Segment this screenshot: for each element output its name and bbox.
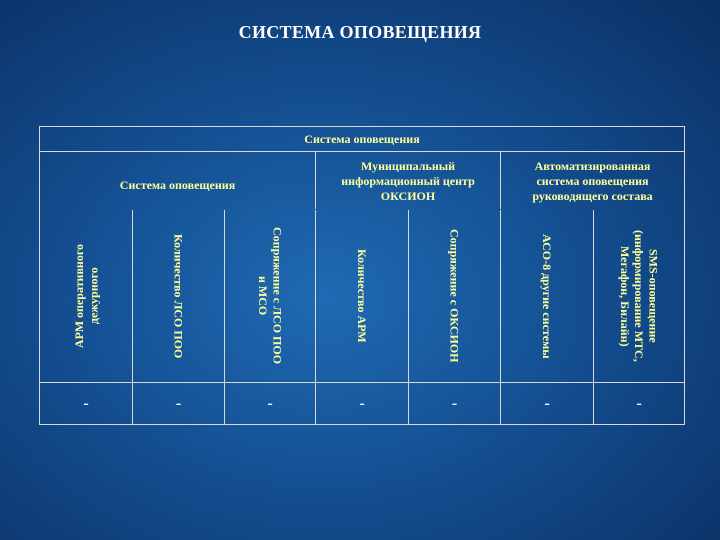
column-header-label: Количество АРМ <box>355 249 370 343</box>
column-header-sms <box>594 210 684 382</box>
notification-system-table <box>39 126 685 425</box>
table-cell-value: - <box>175 394 182 412</box>
column-header-lso-link <box>225 210 315 382</box>
group-header-okcion: Муниципальный информационный центр ОКСИОН <box>341 158 475 203</box>
table-cell-value: - <box>636 394 642 412</box>
column-header-lso-count <box>133 210 224 382</box>
table-cell-value: - <box>83 394 89 412</box>
table-cell-value: - <box>359 394 365 412</box>
column-header-label: АСО-8 другие системы <box>540 233 555 359</box>
divider <box>132 210 133 424</box>
table-top-header: Система оповещения <box>304 131 420 146</box>
group-header-aso: Автоматизированная система оповещения руководящего состава <box>532 158 653 203</box>
divider <box>315 151 316 209</box>
page-title: СИСТЕМА ОПОВЕЩЕНИЯ <box>238 22 482 42</box>
column-header-arm-duty <box>40 210 132 382</box>
divider <box>224 210 225 424</box>
divider <box>408 210 409 424</box>
column-header-label: АРМ оперативного дежурного <box>71 243 100 349</box>
divider <box>315 210 316 424</box>
divider <box>593 210 594 424</box>
column-header-arm-count <box>316 210 408 382</box>
table-cell-value: - <box>451 394 458 412</box>
column-header-label: Сопряжение с ОКСИОН <box>447 229 462 363</box>
table-cell-value: - <box>267 394 273 412</box>
column-header-label: SMS-оповещение (информирование МТС, Мегафон, Билайн) <box>617 230 661 362</box>
column-header-label: Сопряжение с ЛСО ПОО и МСО <box>256 227 285 365</box>
column-header-label: Количество ЛСО ПОО <box>171 233 186 359</box>
column-header-okcion-link <box>409 210 500 382</box>
divider <box>500 151 501 209</box>
divider <box>500 210 501 424</box>
table-cell-value: - <box>544 394 550 412</box>
column-header-aso8 <box>501 210 593 382</box>
group-header-system: Система оповещения <box>119 177 236 192</box>
